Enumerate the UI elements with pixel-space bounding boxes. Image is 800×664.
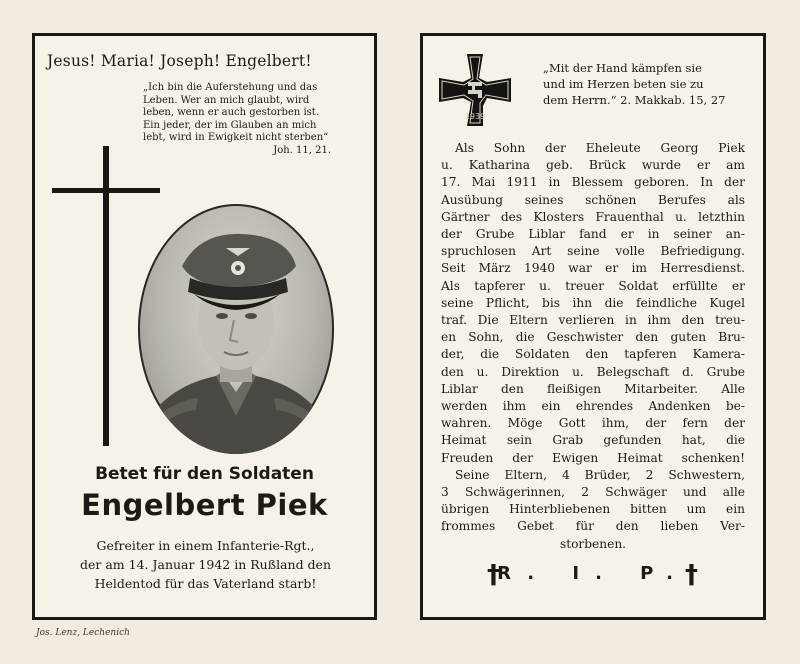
quote-line: dem Herrn.“ 2. Makkab. 15, 27 <box>543 93 726 107</box>
bible-quote-line: lebt, wird in Ewigkeit nicht sterben“ <box>143 132 329 144</box>
bible-quote-reference: Joh. 11, 21. <box>273 144 331 156</box>
iron-cross-year: 1939 <box>464 112 486 121</box>
bio-line: Ausübung seines schönen Berufes als <box>441 192 745 207</box>
rip-row <box>423 560 763 590</box>
invocation-heading: Jesus! Maria! Joseph! Engelbert! <box>47 52 312 70</box>
bio-line: Als tapferer u. treuer Soldat erfüllte er <box>441 278 745 293</box>
family-line: übrigen Hinterbliebenen bitten um ein <box>441 502 745 517</box>
left-card-panel <box>32 33 377 620</box>
printer-credit: Jos. Lenz, Lechenich <box>36 628 130 638</box>
bio-line: Freuden der Ewigen Heimat schenken! <box>441 450 745 465</box>
bio-line: der Grube Liblar fand er in seiner an- <box>441 227 745 242</box>
rank-and-death-text <box>53 536 358 593</box>
rank-line: der am 14. Januar 1942 in Rußland den <box>80 557 331 572</box>
prayer-request-heading: Betet für den Soldaten <box>95 464 314 484</box>
rip-text: R. I. P. <box>497 563 689 584</box>
bible-quote-line: Leben. Wer an mich glaubt, wird <box>143 94 310 106</box>
bio-line: en Sohn, die Geschwister den guten Bru- <box>441 330 745 345</box>
bio-line: u. Katharina geb. Brück wurde er am <box>441 158 745 173</box>
family-line: frommes Gebet für den lieben Ver- <box>441 519 745 534</box>
iron-cross-icon <box>437 52 513 128</box>
bio-line: Gärtner des Klosters Frauenthal u. letzthin <box>441 209 745 224</box>
bible-quote-line: Ein jeder, der im Glauben an mich <box>143 119 317 131</box>
quote-line: „Mit der Hand kämpfen sie <box>543 61 702 75</box>
bio-line: spruchlosen Art seine volle Befriedigung. <box>441 244 745 259</box>
bio-line: den u. Direktion u. Belegschaft d. Grube <box>441 364 745 379</box>
family-line: 3 Schwägerinnen, 2 Schwäger und alle <box>441 485 745 500</box>
bio-line: seine Pflicht, bis ihn die feindliche Kugel <box>441 295 745 310</box>
soldier-portrait <box>138 204 334 454</box>
bio-line: Seit März 1940 war er im Herresdienst. <box>441 261 745 276</box>
bio-line: werden ihm ein ehrendes Andenken be- <box>441 399 745 414</box>
soldier-name: Engelbert Piek <box>81 488 328 522</box>
biography-text <box>441 140 745 553</box>
bio-line: 17. Mai 1911 in Blessem geboren. In der <box>441 175 745 190</box>
rank-line: Heldentod für das Vaterland starb! <box>94 576 317 591</box>
bio-line: traf. Die Eltern verlieren in ihm den treu- <box>441 313 745 328</box>
bio-line: Als Sohn der Eheleute Georg Piek <box>455 141 745 155</box>
bible-quote-line: leben, wenn er auch gestorben ist. <box>143 107 320 119</box>
latin-cross-bar <box>52 188 160 193</box>
bible-quote-line: „Ich bin die Auferstehung und das <box>143 82 318 93</box>
right-card-panel <box>420 33 766 620</box>
bible-quote <box>143 82 365 158</box>
family-line: storbenen. <box>559 536 627 551</box>
bio-line: Liblar den fleißigen Mitarbeiter. Alle <box>441 381 745 396</box>
makkabaeer-quote <box>543 60 755 108</box>
bio-line: der, die Soldaten den tapferen Kamera- <box>441 347 745 362</box>
bio-line: Heimat sein Grab gefunden hat, die <box>441 433 745 448</box>
family-line: Seine Eltern, 4 Brüder, 2 Schwestern, <box>455 467 745 482</box>
quote-line: und im Herzen beten sie zu <box>543 77 704 91</box>
bio-line: wahren. Möge Gott ihm, der fern der <box>441 416 745 431</box>
dagger-cross-icon: † <box>487 560 500 590</box>
portrait-illustration <box>138 204 334 454</box>
dagger-cross-icon: † <box>685 560 698 590</box>
rank-line: Gefreiter in einem Infanterie-Rgt., <box>96 538 315 553</box>
